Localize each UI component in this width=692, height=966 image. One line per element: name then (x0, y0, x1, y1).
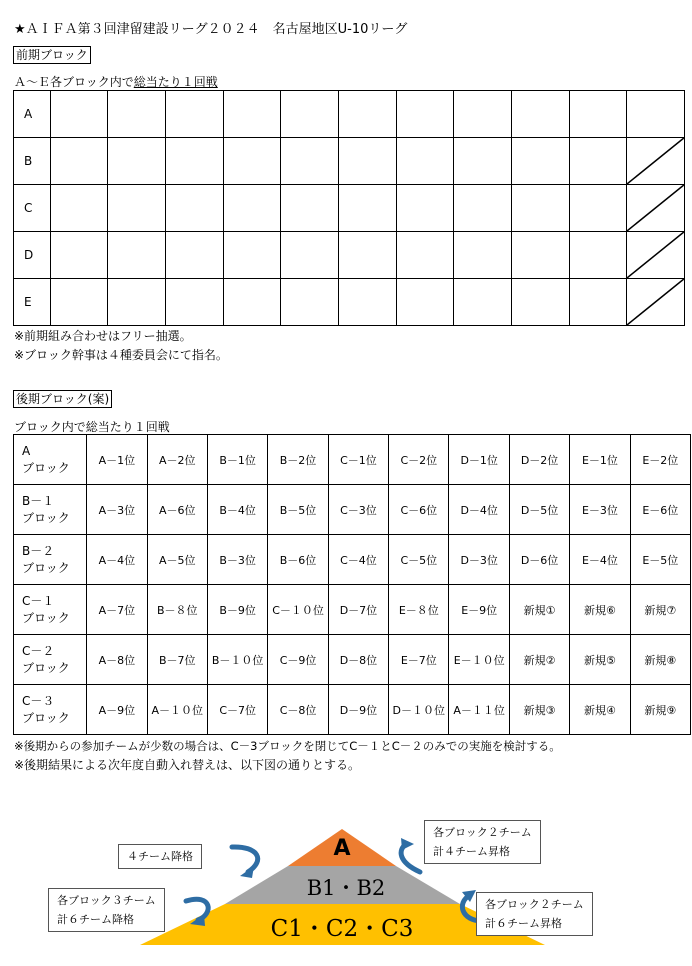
arrowhead-b-up (401, 838, 414, 850)
first-table-cell (165, 138, 223, 185)
first-table-cell (627, 232, 685, 279)
second-table-cell: E－１０位 (449, 635, 509, 685)
second-block-name-line2: ブロック (22, 510, 70, 525)
first-table-cell (281, 232, 339, 279)
first-table-cell (454, 91, 512, 138)
first-row-label: E (14, 279, 51, 326)
first-table-cell (108, 91, 166, 138)
first-table-cell (281, 91, 339, 138)
first-table-cell (165, 91, 223, 138)
first-table-cell (627, 185, 685, 232)
first-table-cell (627, 91, 685, 138)
arrow-a-down (232, 847, 258, 872)
first-table-cell (108, 232, 166, 279)
second-table-cell: E－6位 (630, 485, 690, 535)
first-table-cell (50, 91, 108, 138)
first-table-cell (281, 279, 339, 326)
second-block-name-line2: ブロック (22, 710, 70, 725)
callout-c-up-line1: 各ブロック２チーム (485, 898, 584, 911)
second-block-name-line2: ブロック (22, 610, 70, 625)
second-table-row (14, 585, 691, 635)
tier-b-label: B1・B2 (306, 876, 386, 900)
first-table-cell (281, 138, 339, 185)
second-table-cell: C－5位 (389, 535, 449, 585)
first-table-cell (50, 232, 108, 279)
second-table-cell: E－1位 (570, 435, 630, 485)
callout-a-down (118, 844, 202, 869)
first-table-cell (223, 138, 281, 185)
second-table-cell: C－6位 (389, 485, 449, 535)
first-table-cell (396, 185, 454, 232)
first-table-cell (223, 279, 281, 326)
second-table-cell: A－１０位 (147, 685, 207, 735)
second-table-cell: 新規⑥ (570, 585, 630, 635)
first-table-cell (338, 232, 396, 279)
second-block-name-line1: C－２ (22, 643, 55, 658)
promotion-diagram (0, 800, 692, 966)
first-table-cell (396, 232, 454, 279)
second-table-cell: B－3位 (207, 535, 267, 585)
second-table-cell: A－5位 (147, 535, 207, 585)
first-row-label: D (14, 232, 51, 279)
second-table-cell: C－3位 (328, 485, 388, 535)
second-block-name (14, 485, 87, 535)
second-block-table (13, 434, 691, 735)
second-table-cell: A－7位 (87, 585, 147, 635)
second-block-name (14, 535, 87, 585)
second-table-cell: E－８位 (389, 585, 449, 635)
first-table-row (14, 185, 685, 232)
first-row-label: C (14, 185, 51, 232)
second-table-cell: B－2位 (268, 435, 328, 485)
first-table-cell (454, 185, 512, 232)
second-block-name (14, 685, 87, 735)
second-table-cell: D－6位 (509, 535, 569, 585)
second-table-cell: B－８位 (147, 585, 207, 635)
callout-b-down (48, 888, 165, 932)
first-table-cell (454, 138, 512, 185)
second-table-cell: D－5位 (509, 485, 569, 535)
second-table-cell: E－4位 (570, 535, 630, 585)
second-note-2: ※後期結果による次年度自動入れ替えは、以下図の通りとする。 (14, 758, 361, 772)
first-table-cell (281, 185, 339, 232)
first-table-row (14, 232, 685, 279)
first-table-cell (50, 279, 108, 326)
second-table-cell: B－1位 (207, 435, 267, 485)
page-title: ★ＡＩＦＡ第３回津留建設リーグ２０２４ 名古屋地区U-10リーグ (14, 22, 408, 37)
callout-c-up (476, 892, 593, 936)
second-table-row (14, 685, 691, 735)
second-table-cell: B－9位 (207, 585, 267, 635)
second-block-label: 後期ブロック(案) (13, 390, 112, 408)
first-table-cell (223, 91, 281, 138)
tier-a-label: A (333, 836, 351, 861)
second-table-cell: C－1位 (328, 435, 388, 485)
second-table-cell: E－2位 (630, 435, 690, 485)
second-table-cell: D－8位 (328, 635, 388, 685)
first-note-2: ※ブロック幹事は４種委員会にて指名。 (14, 348, 228, 362)
first-table-cell (511, 91, 569, 138)
arrowhead-a-down (240, 866, 254, 878)
second-table-cell: B－6位 (268, 535, 328, 585)
second-table-cell: D－3位 (449, 535, 509, 585)
first-table-cell (569, 138, 627, 185)
first-table-cell (627, 279, 685, 326)
callout-c-up-line2: 計６チーム昇格 (485, 917, 562, 930)
second-block-name-line2: ブロック (22, 660, 70, 675)
first-table-cell (338, 279, 396, 326)
second-table-cell: B－１０位 (207, 635, 267, 685)
first-table-cell (396, 279, 454, 326)
first-table-row (14, 279, 685, 326)
first-table-cell (511, 279, 569, 326)
first-subtitle-underlined: 総当たり１回戦 (133, 75, 218, 89)
second-table-cell: C－2位 (389, 435, 449, 485)
first-table-cell (454, 279, 512, 326)
second-table-cell: D－１０位 (389, 685, 449, 735)
second-table-cell: D－4位 (449, 485, 509, 535)
second-table-cell: C－１０位 (268, 585, 328, 635)
second-table-cell: E－3位 (570, 485, 630, 535)
first-table-cell (569, 279, 627, 326)
callout-b-up-line1: 各ブロック２チーム (433, 826, 532, 839)
second-table-row (14, 435, 691, 485)
first-block-table (13, 90, 685, 326)
second-table-cell: A－4位 (87, 535, 147, 585)
first-table-row (14, 138, 685, 185)
second-table-row (14, 535, 691, 585)
second-block-name-line1: A (22, 443, 31, 458)
first-table-cell (223, 185, 281, 232)
second-table-cell: 新規② (509, 635, 569, 685)
second-table-cell: 新規⑧ (630, 635, 690, 685)
first-table-cell (569, 185, 627, 232)
first-table-cell (511, 232, 569, 279)
first-table-cell (50, 138, 108, 185)
first-table-cell (396, 91, 454, 138)
first-table-cell (569, 232, 627, 279)
first-table-cell (454, 232, 512, 279)
second-block-subtitle: ブロック内で総当たり１回戦 (14, 420, 170, 434)
second-table-cell: C－7位 (207, 685, 267, 735)
first-table-cell (108, 185, 166, 232)
first-block-subtitle (14, 73, 218, 90)
first-subtitle-prefix: Ａ～Ｅ各ブロック内で (14, 75, 134, 89)
first-table-cell (108, 138, 166, 185)
second-block-name-line1: B－１ (22, 493, 55, 508)
first-table-cell (511, 185, 569, 232)
second-table-cell: A－6位 (147, 485, 207, 535)
callout-b-down-line2: 計６チーム降格 (57, 913, 134, 926)
first-table-cell (165, 232, 223, 279)
callout-b-up-line2: 計４チーム昇格 (433, 845, 510, 858)
first-note-1: ※前期組み合わせはフリー抽選。 (14, 329, 192, 343)
second-block-name-line2: ブロック (22, 560, 70, 575)
first-table-cell (338, 138, 396, 185)
first-table-cell (338, 91, 396, 138)
second-table-cell: B－4位 (207, 485, 267, 535)
second-table-cell: B－7位 (147, 635, 207, 685)
first-table-row (14, 91, 685, 138)
second-block-name-line1: C－１ (22, 593, 55, 608)
second-table-cell: A－1位 (87, 435, 147, 485)
second-table-cell: 新規⑦ (630, 585, 690, 635)
second-table-cell: E－9位 (449, 585, 509, 635)
second-table-cell: A－8位 (87, 635, 147, 685)
first-table-cell (223, 232, 281, 279)
first-table-cell (338, 185, 396, 232)
second-block-name-line2: ブロック (22, 460, 70, 475)
second-table-cell: A－１１位 (449, 685, 509, 735)
second-block-name-line1: B－２ (22, 543, 55, 558)
first-table-cell (511, 138, 569, 185)
second-table-row (14, 485, 691, 535)
second-table-cell: A－9位 (87, 685, 147, 735)
second-table-cell: A－3位 (87, 485, 147, 535)
first-block-label: 前期ブロック (13, 46, 91, 64)
second-table-cell: 新規⑤ (570, 635, 630, 685)
first-table-cell (396, 138, 454, 185)
second-block-name (14, 635, 87, 685)
second-note-1: ※後期からの参加チームが少数の場合は、C－3ブロックを閉じてC－１とC－２のみでの実施を検討する。 (14, 739, 561, 753)
second-table-row (14, 635, 691, 685)
first-table-cell (627, 138, 685, 185)
second-block-name (14, 585, 87, 635)
first-table-cell (165, 185, 223, 232)
callout-b-down-line1: 各ブロック３チーム (57, 894, 156, 907)
first-table-cell (569, 91, 627, 138)
second-table-cell: B－5位 (268, 485, 328, 535)
second-table-cell: D－9位 (328, 685, 388, 735)
first-row-label: A (14, 91, 51, 138)
arrow-b-down (186, 899, 208, 920)
second-table-cell: D－7位 (328, 585, 388, 635)
second-table-cell: A－2位 (147, 435, 207, 485)
second-table-cell: E－7位 (389, 635, 449, 685)
second-block-name-line1: C－３ (22, 693, 55, 708)
callout-b-up (424, 820, 541, 864)
second-table-cell: 新規④ (570, 685, 630, 735)
second-table-cell: C－9位 (268, 635, 328, 685)
second-table-cell: C－4位 (328, 535, 388, 585)
first-table-cell (50, 185, 108, 232)
first-row-label: B (14, 138, 51, 185)
callout-a-down-text: ４チーム降格 (127, 850, 193, 863)
second-table-cell: 新規⑨ (630, 685, 690, 735)
tier-c-label: C1・C2・C3 (270, 916, 414, 942)
first-table-cell (108, 279, 166, 326)
second-table-cell: 新規③ (509, 685, 569, 735)
first-table-cell (165, 279, 223, 326)
second-table-cell: C－8位 (268, 685, 328, 735)
second-table-cell: E－5位 (630, 535, 690, 585)
second-table-cell: D－2位 (509, 435, 569, 485)
second-table-cell: 新規① (509, 585, 569, 635)
second-block-name (14, 435, 87, 485)
second-table-cell: D－1位 (449, 435, 509, 485)
